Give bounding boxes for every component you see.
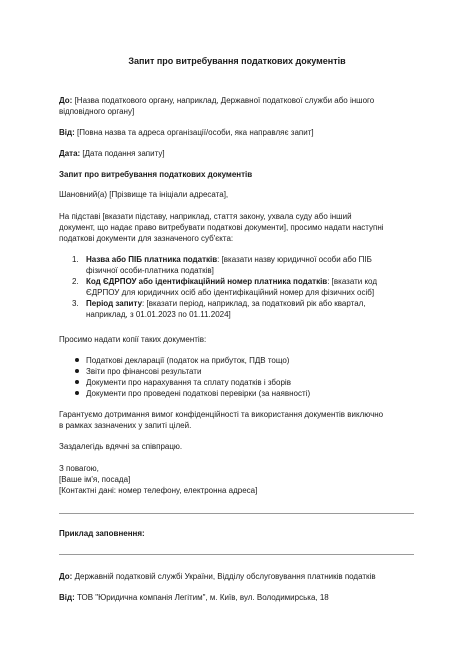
numbered-item-label: Назва або ПІБ платника податків [86, 255, 218, 264]
numbered-item [86, 254, 416, 276]
numbered-item [86, 298, 416, 320]
example-from-text: ТОВ "Юридична компанія Легітим", м. Київ, вул. Володимирська, 18 [74, 593, 329, 602]
date-text: [Дата подання запиту] [80, 149, 165, 158]
greeting: Шановний(а) [Прізвище та ініціали адресата], [59, 190, 229, 199]
to-field [59, 95, 417, 117]
to-text-line1: [Назва податкового органу, наприклад, Державної податкової служби або іншого [72, 96, 375, 105]
thanks-line: Заздалегідь вдячні за співпрацю. [59, 442, 183, 451]
numbered-item-text: : [вказати код [327, 277, 377, 286]
date-field [59, 148, 417, 159]
basis-line2: документ, що надає право витребувати податкові документи], просимо надати наступні [59, 223, 384, 232]
to-label: До: [59, 96, 73, 105]
basis-line1: На підставі [вказати підставу, наприклад, стаття закону, ухвала суду або інший [59, 212, 352, 221]
basis-paragraph [59, 211, 417, 244]
signature-block [59, 463, 417, 496]
example-to-field [59, 571, 417, 582]
bullet-item: Звіти про фінансові результати [86, 367, 202, 376]
divider [59, 513, 414, 514]
signer-name: [Ваше ім'я, посада] [59, 475, 131, 484]
example-from-field [59, 592, 417, 603]
guarantee-line2: в рамках зазначених у запиті цілей. [59, 421, 192, 430]
example-from-label: Від: [59, 593, 75, 602]
list-number: 2. [72, 277, 79, 286]
example-to-text: Державній податковій службі України, Відділу обслуговування платників податків [72, 572, 376, 581]
list-number: 1. [72, 255, 79, 264]
numbered-item-label: Період запиту [86, 299, 143, 308]
bullet-icon [74, 355, 82, 363]
subject-heading: Запит про витребування податкових документів [59, 170, 253, 179]
numbered-item-text: : [вказати назву юридичної особи або ПІБ [217, 255, 372, 264]
numbered-item [86, 276, 416, 298]
guarantee-line1: Гарантуємо дотримання вимог конфіденційності та використання документів виключно [59, 410, 384, 419]
numbered-item-text-cont: фізичної особи-платника податків] [86, 266, 214, 275]
bullet-icon [74, 366, 82, 374]
numbered-item-label: Код ЄДРПОУ або ідентифікаційний номер платника податків [86, 277, 328, 286]
copies-intro: Просимо надати копії таких документів: [59, 335, 207, 344]
numbered-item-text: : [вказати період, наприклад, за податковий рік або квартал, [142, 299, 366, 308]
from-label: Від: [59, 128, 75, 137]
guarantee-paragraph [59, 409, 417, 431]
bullet-item: Податкові декларації (податок на прибуток, ПДВ тощо) [86, 356, 290, 365]
numbered-item-text-cont: ЄДРПОУ для юридичних осіб або ідентифікаційний номер для фізичних осіб] [86, 288, 375, 297]
regards: З повагою, [59, 464, 99, 473]
bullet-icon [74, 377, 82, 385]
bullet-item: Документи про нарахування та сплату податків і зборів [86, 378, 291, 387]
example-title: Приклад заповнення: [59, 529, 145, 538]
date-label: Дата: [59, 149, 81, 158]
from-field [59, 127, 417, 138]
divider [59, 554, 414, 555]
to-text-line2: відповідного органу] [59, 107, 135, 116]
numbered-item-text-cont: наприклад, з 01.01.2023 по 01.11.2024] [86, 310, 231, 319]
document-title: Запит про витребування податкових документів [128, 56, 346, 66]
example-to-label: До: [59, 572, 73, 581]
bullet-icon [74, 388, 82, 396]
signer-contacts: [Контактні дані: номер телефону, електронна адреса] [59, 486, 258, 495]
from-text: [Повна назва та адреса організації/особи, яка направляє запит] [74, 128, 314, 137]
bullet-item: Документи про проведені податкові перевірки (за наявності) [86, 389, 311, 398]
basis-line3: податкові документи для зазначеного суб'єкта: [59, 234, 234, 243]
list-number: 3. [72, 299, 79, 308]
